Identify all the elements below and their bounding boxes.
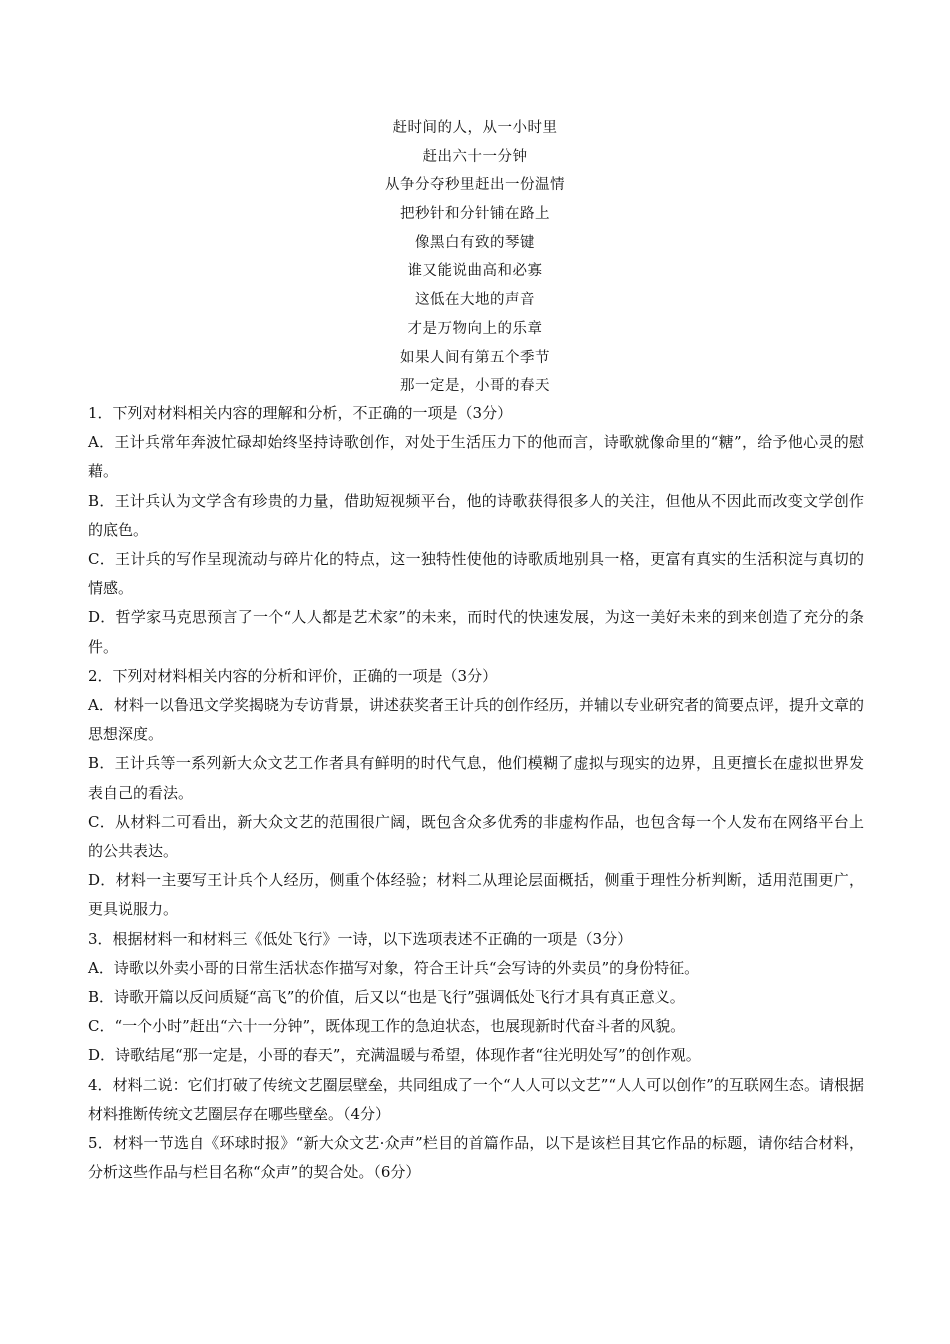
poem-line: 像黑白有致的琴键 [415, 234, 535, 251]
poem-line: 那一定是，小哥的春天 [400, 378, 550, 395]
poem-line: 才是万物向上的乐章 [407, 320, 543, 337]
option-c: C．从材料二可看出，新大众文艺的范围很广阔，既包含众多优秀的非虚构作品，也包含每一个人发布在网络平台上的公共表达。 [88, 812, 864, 861]
poem-line: 把秒针和分针铺在路上 [400, 206, 550, 223]
question-stem: 1．下列对材料相关内容的理解和分析，不正确的一项是（3分） [88, 404, 513, 422]
question-stem: 2．下列对材料相关内容的分析和评价，正确的一项是（3分） [88, 666, 498, 685]
option-d: D．材料一主要写王计兵个人经历，侧重个体经验；材料二从理论层面概括，侧重于理性分析判断，适用范围更广，更具说服力。 [88, 871, 864, 919]
option-b: B．王计兵认为文学含有珍贵的力量，借助短视频平台，他的诗歌获得很多人的关注，但他从不因此而改变文学创作的底色。 [88, 491, 864, 539]
option-b: B．王计兵等一系列新大众文艺工作者具有鲜明的时代气息，他们模糊了虚拟与现实的边界，且更擅长在虚拟世界发表自己的看法。 [88, 754, 864, 802]
question-stem: 4．材料二说：它们打破了传统文艺圈层壁垒，共同组成了一个“人人可以文艺”“人人可以创作”的互联网生态。请根据材料推断传统文艺圈层存在哪些壁垒。（4分） [88, 1075, 864, 1123]
poem-line: 赶出六十一分钟 [422, 148, 528, 165]
poem [0, 114, 950, 401]
option-a: A．王计兵常年奔波忙碌却始终坚持诗歌创作，对处于生活压力下的他而言，诗歌就像命里的“糖”，给予他心灵的慰藉。 [88, 433, 864, 481]
option-a: A．材料一以鲁迅文学奖揭晓为专访背景，讲述获奖者王计兵的创作经历，并辅以专业研究者的简要点评，提升文章的思想深度。 [88, 696, 864, 744]
poem-line: 这低在大地的声音 [415, 292, 535, 309]
option-b: B．诗歌开篇以反问质疑“高飞”的价值，后又以“也是飞行”强调低处飞行才具有真正意义。 [88, 988, 685, 1007]
question-list [88, 399, 864, 1187]
option-c: C．王计兵的写作呈现流动与碎片化的特点，这一独特性使他的诗歌质地别具一格，更富有真实的生活积淀与真切的情感。 [88, 550, 864, 598]
option-d: D．哲学家马克思预言了一个“人人都是艺术家”的未来，而时代的快速发展，为这一美好未来的到来创造了充分的条件。 [88, 608, 864, 656]
option-c: C．“一个小时”赶出“六十一分钟”，既体现工作的急迫状态，也展现新时代奋斗者的风貌。 [88, 1017, 686, 1036]
option-a: A．诗歌以外卖小哥的日常生活状态作描写对象，符合王计兵“会写诗的外卖员”的身份特征。 [88, 958, 700, 977]
poem-line: 谁又能说曲高和必寡 [407, 263, 543, 280]
question-stem: 3．根据材料一和材料三《低处飞行》一诗，以下选项表述不正确的一项是（3分） [88, 929, 633, 948]
question-stem: 5．材料一节选自《环球时报》“新大众文艺·众声”栏目的首篇作品，以下是该栏目其它作品的标题，请你结合材料，分析这些作品与栏目名称“众声”的契合处。（6分） [88, 1134, 864, 1182]
poem-line: 赶时间的人，从一小时里 [392, 120, 558, 136]
poem-line: 如果人间有第五个季节 [400, 349, 550, 366]
option-d: D．诗歌结尾“那一定是，小哥的春天”，充满温暖与希望，体现作者“往光明处写”的创作观。 [88, 1046, 701, 1065]
poem-line: 从争分夺秒里赶出一份温情 [385, 177, 565, 194]
